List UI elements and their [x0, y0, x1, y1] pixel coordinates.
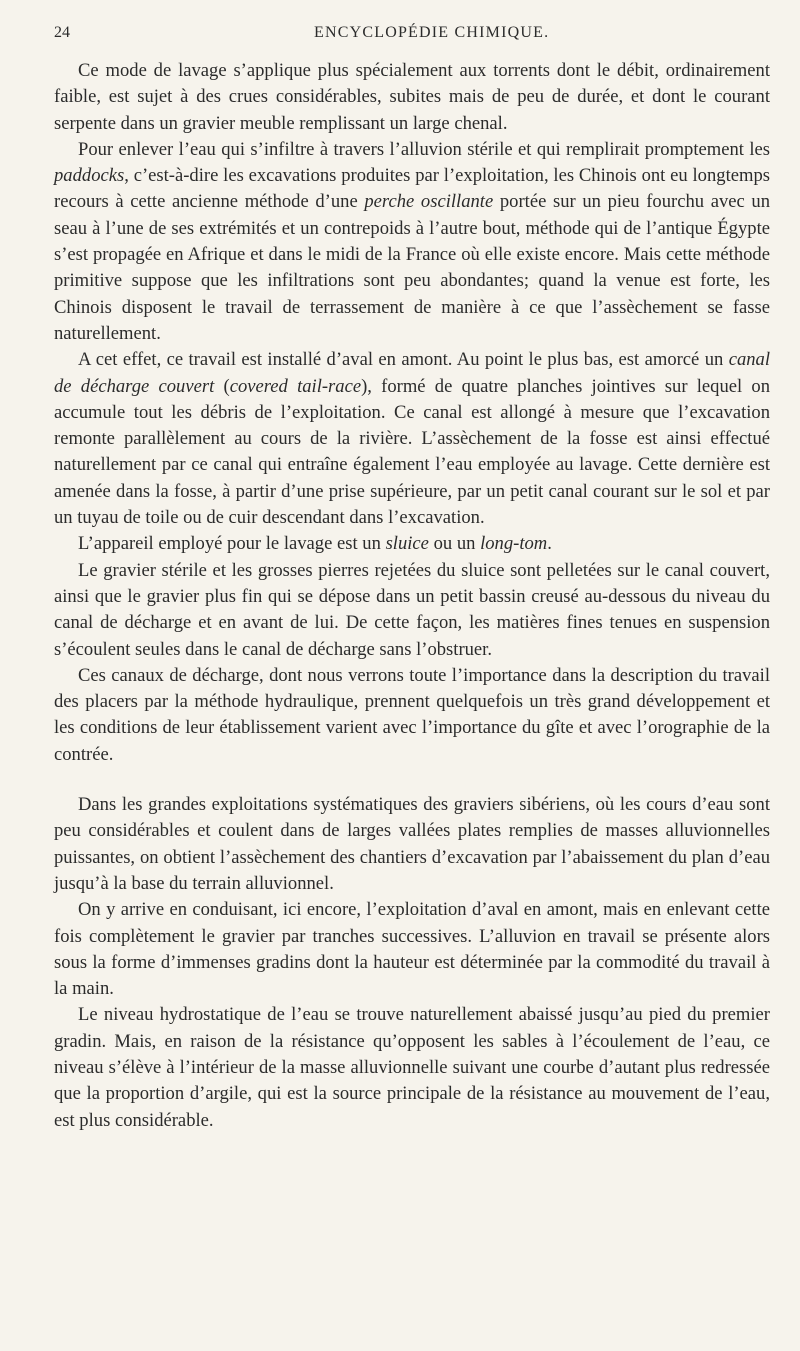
section-break — [54, 768, 770, 792]
paragraph-discharge-channel — [54, 347, 770, 531]
emphasis-oscillating-pole: perche oscillante — [364, 191, 494, 213]
paragraph-siberian-gravels — [54, 792, 770, 897]
paragraph-text: Le gravier stérile et les grosses pierres rejetées du sluice sont pelletées sur le canal couvert, ainsi que le gravier plus fin qui se dépose dans un petit bassin creusé au-dessous du niveau du canal de décharge et en avant de lui. De cette façon, les matières fines tenues en suspension s’écoulent seules dans le canal de décharge sans l’obstruer. — [54, 559, 770, 660]
paragraph-successive-slices — [54, 897, 770, 1002]
emphasis-paddocks: paddocks — [54, 165, 125, 187]
paragraph-sterile-gravel — [54, 558, 770, 663]
emphasis-covered-channel: canal de décharge couvert — [54, 349, 770, 397]
paragraph-washing-apparatus — [54, 531, 770, 557]
paragraph-text: Ce mode de lavage s’applique plus spécialement aux torrents dont le débit, ordinairement faible, est sujet à des crues considérables, subites mais de peu de durée, et dont le courant serpente dans un gravier meuble remplissant un large chenal. — [54, 60, 770, 134]
paragraph-text: . — [547, 533, 552, 555]
paragraph-text: Dans les grandes exploitations systématiques des graviers sibériens, où les cours d’eau sont peu considérables et coulent dans de larges vallées plates remplies de masses alluvionnelles puissantes, on obtient l’assèchement des chantiers d’excavation par l’abaissement du plan d’eau jusqu’à la base du terrain alluvionnel. — [54, 794, 770, 894]
running-title: ENCYCLOPÉDIE CHIMIQUE. — [314, 24, 550, 41]
paragraph-text: , c’est-à-dire les excavations produites par l’exploitation, les Chinois ont eu longtemps recours à cette ancienne méthode d’une — [54, 165, 770, 213]
running-head — [54, 22, 770, 44]
emphasis-sluice: sluice — [385, 533, 429, 555]
paragraph-paddocks — [54, 137, 770, 347]
paragraph-text: On y arrive en conduisant, ici encore, l’exploitation d’aval en amont, mais en enlevant cette fois complètement le gravier par tranches successives. L’alluvion en travail se présente alors sous la forme d’immenses gradins dont la hauteur est déterminée par la commodité du travail à la main. — [54, 899, 770, 1000]
paragraph-text: ), formé de quatre planches jointives sur lequel on accumule tout les débris de l’exploitation. Ce canal est allongé à mesure que l’excavation remonte parallèlement au cours de la rivière. L’assèchement de la fosse est ainsi effectué naturellement par ce canal qui entraîne également l’eau employée au lavage. Cette dernière est amenée dans la fosse, à partir d’une prise supérieure, par un petit canal courant sur le sol et par un tuyau de toile ou de cuir descendant dans l’excavation. — [54, 375, 771, 529]
paragraph-hydrostatic-level — [54, 1002, 770, 1133]
paragraph-discharge-channels — [54, 663, 770, 768]
paragraph-text: Ces canaux de décharge, dont nous verrons toute l’importance dans la description du travail des placers par la méthode hydraulique, prennent quelquefois un très grand développement et les conditions de leur établissement varient avec l’importance du gîte et avec l’orographie de la contrée. — [54, 664, 770, 765]
paragraph-torrent-washing — [54, 58, 770, 137]
paragraph-text: L’appareil employé pour le lavage est un — [78, 533, 386, 555]
emphasis-covered-tail-race: covered tail-race — [229, 375, 362, 397]
paragraph-text: Pour enlever l’eau qui s’infiltre à travers l’alluvion stérile et qui remplirait promptement les — [78, 138, 770, 160]
emphasis-long-tom: long-tom — [480, 533, 548, 555]
paragraph-text: ou un — [428, 533, 481, 555]
paragraph-text: portée sur un pieu fourchu avec un seau à l’une de ses extrémités et un contrepoids à l’autre bout, méthode qui de l’antique Égypte s’est propagée en Afrique et dans le midi de la France où elle existe encore. Mais cette méthode primitive suppose que les infiltrations sont peu abondantes; quand la venue est forte, les Chinois disposent le travail de terrassement de manière à ce que l’assèchement se fasse naturellement. — [54, 191, 770, 344]
paragraph-text: ( — [214, 375, 230, 397]
page-number: 24 — [54, 24, 70, 41]
body-text — [54, 58, 770, 1134]
paragraph-text: A cet effet, ce travail est installé d’aval en amont. Au point le plus bas, est amorcé un — [78, 349, 729, 371]
paragraph-text: Le niveau hydrostatique de l’eau se trouve naturellement abaissé jusqu’au pied du premier gradin. Mais, en raison de la résistance qu’opposent les sables à l’écoulement de l’eau, ce niveau s’élève à l’intérieur de la masse alluvionnelle suivant une courbe d’autant plus redressée que la proportion d’argile, qui est la source principale de la résistance au mouvement de l’eau, est plus considérable. — [54, 1004, 770, 1131]
